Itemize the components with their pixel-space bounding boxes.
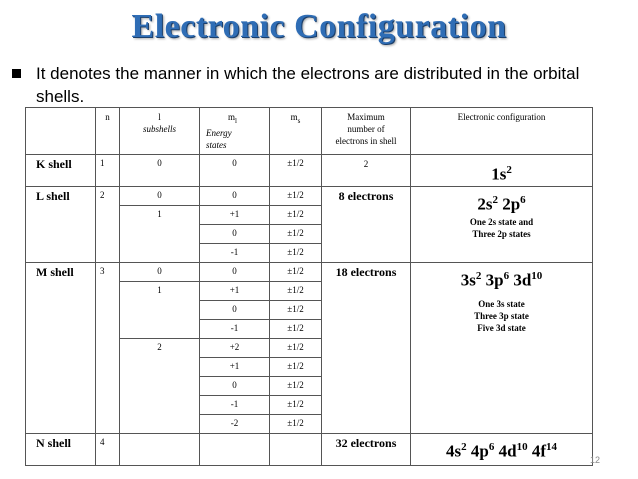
- ml-value: +2: [200, 339, 270, 358]
- ms-value-empty: [270, 434, 322, 466]
- shell-name: K shell: [26, 155, 96, 187]
- max-electrons: 2: [322, 155, 411, 187]
- ml-value: +1: [200, 206, 270, 225]
- config-formula: $3s^2$ $3p^6$ $3d^{10}$: [460, 270, 543, 290]
- header-ml: $m_l$ Energy states: [200, 108, 270, 155]
- table-row-n-shell: [26, 434, 593, 466]
- header-l: l subshells: [120, 108, 200, 155]
- header-blank: [26, 108, 96, 155]
- config-formula: $1s^2$: [491, 164, 512, 184]
- slide-title: Electronic Configuration: [131, 8, 507, 45]
- max-electrons: 18 electrons: [322, 263, 411, 434]
- config-k: [411, 155, 593, 187]
- table-row-m-shell: [26, 263, 593, 282]
- ms-value: ±1/2: [270, 339, 322, 358]
- table-row-k-shell: [26, 155, 593, 187]
- table-header-row: [26, 108, 593, 155]
- ml-value: -1: [200, 320, 270, 339]
- header-ms: $m_s$: [270, 108, 322, 155]
- ms-value: ±1/2: [270, 358, 322, 377]
- shell-name: N shell: [26, 434, 96, 466]
- square-bullet-icon: [12, 69, 21, 78]
- shell-name: M shell: [26, 263, 96, 434]
- shell-name: L shell: [26, 187, 96, 263]
- header-max: Maximum number of electrons in shell: [322, 108, 411, 155]
- l-value-empty: [120, 434, 200, 466]
- ms-value: ±1/2: [270, 320, 322, 339]
- ml-value: -2: [200, 415, 270, 434]
- config-n: [411, 434, 593, 466]
- ms-value: ±1/2: [270, 377, 322, 396]
- l-value: 1: [120, 282, 200, 339]
- ml-value: -1: [200, 396, 270, 415]
- l-value: 0: [120, 187, 200, 206]
- ml-value: -1: [200, 244, 270, 263]
- max-electrons: 32 electrons: [322, 434, 411, 466]
- ms-value: ±1/2: [270, 396, 322, 415]
- config-formula: $4s^2$ $4p^6$ $4d^{10}$ $4f^{14}$: [446, 441, 557, 461]
- ml-value: 0: [200, 225, 270, 244]
- shell-n: 2: [96, 187, 120, 263]
- header-n: n: [96, 108, 120, 155]
- l-value: 0: [120, 263, 200, 282]
- ml-value: 0: [200, 377, 270, 396]
- shell-n: 3: [96, 263, 120, 434]
- ml-value: 0: [200, 263, 270, 282]
- ms-value: ±1/2: [270, 187, 322, 206]
- ms-value: ±1/2: [270, 244, 322, 263]
- ml-value-empty: [200, 434, 270, 466]
- ms-value: ±1/2: [270, 282, 322, 301]
- config-l: $2s^2$ $2p^6$ One 2s state and Three 2p states: [411, 187, 593, 263]
- ml-value: +1: [200, 358, 270, 377]
- l-value: 0: [120, 155, 200, 187]
- ms-value: ±1/2: [270, 206, 322, 225]
- shell-n: 4: [96, 434, 120, 466]
- l-value: 1: [120, 206, 200, 263]
- ms-value: ±1/2: [270, 225, 322, 244]
- ml-value: +1: [200, 282, 270, 301]
- ml-value: 0: [200, 187, 270, 206]
- ms-value: ±1/2: [270, 415, 322, 434]
- ml-value: 0: [200, 301, 270, 320]
- l-value: 2: [120, 339, 200, 434]
- table-row-l-shell: [26, 187, 593, 206]
- ms-value: ±1/2: [270, 263, 322, 282]
- max-electrons: 8 electrons: [322, 187, 411, 263]
- ms-value: ±1/2: [270, 301, 322, 320]
- ml-value: 0: [200, 155, 270, 187]
- shell-n: 1: [96, 155, 120, 187]
- page-number: 12: [590, 455, 601, 465]
- config-formula: $2s^2$ $2p^6$: [477, 194, 526, 214]
- configuration-table: [25, 107, 593, 466]
- ms-value: ±1/2: [270, 155, 322, 187]
- bullet-text: It denotes the manner in which the electrons are distributed in the orbital shells.: [36, 64, 580, 106]
- header-config: Electronic configuration: [411, 108, 593, 155]
- config-m: $3s^2$ $3p^6$ $3d^{10}$ One 3s state Three 3p state Five 3d state: [411, 263, 593, 434]
